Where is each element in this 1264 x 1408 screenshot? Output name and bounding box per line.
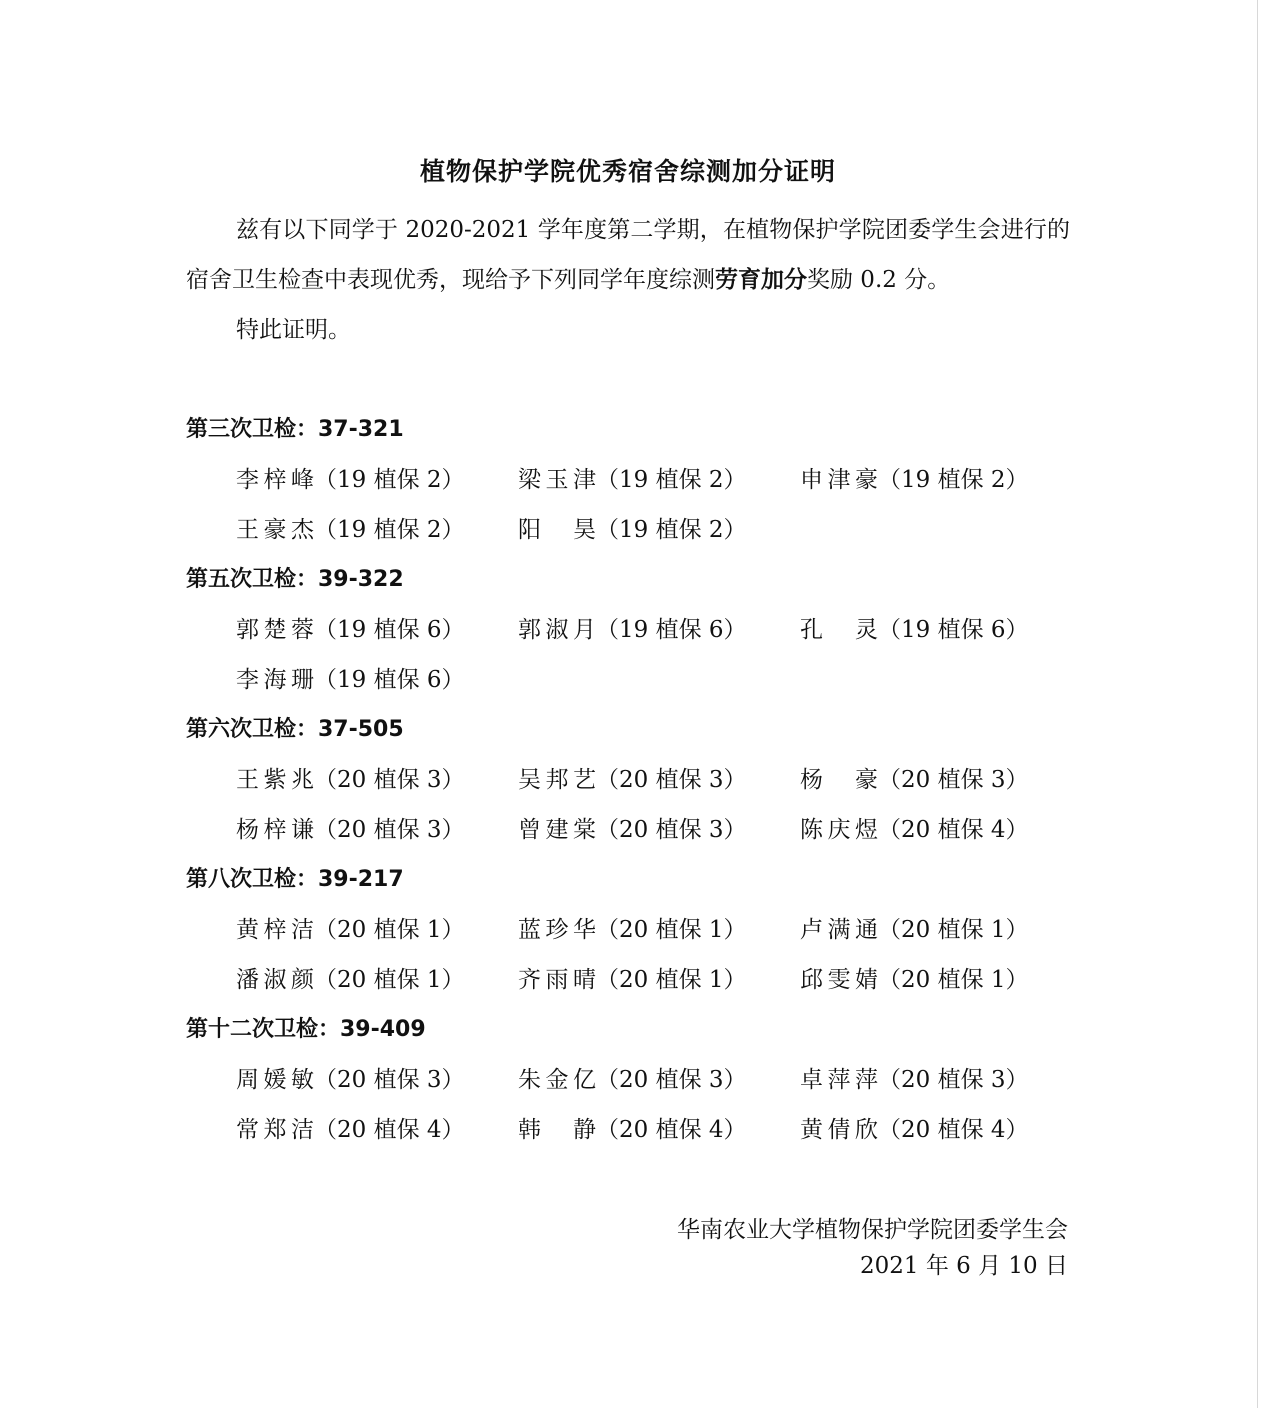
student-class: （19 植保 6） (314, 667, 465, 693)
student-class: （19 植保 2） (314, 467, 465, 493)
student-name: 黄梓洁 (236, 917, 314, 943)
student-class: （20 植保 1） (596, 967, 747, 993)
student-entry (236, 805, 518, 855)
student-name: 卢满通 (800, 917, 878, 943)
student-name: 周媛敏 (236, 1067, 314, 1093)
student-row (186, 505, 1086, 555)
section-heading: 第三次卫检：37-321 (186, 417, 404, 442)
student-entry (236, 505, 518, 555)
student-entry (236, 1055, 518, 1105)
inspection-sections (186, 405, 1086, 1155)
student-class: （20 植保 3） (314, 1067, 465, 1093)
student-entry (800, 455, 1082, 505)
student-name: 蓝珍华 (518, 917, 596, 943)
student-class: （20 植保 4） (878, 1117, 1029, 1143)
student-class: （19 植保 6） (314, 617, 465, 643)
intro-paragraph (186, 205, 1070, 305)
page-edge-divider (1257, 0, 1258, 1408)
student-class: （20 植保 3） (878, 1067, 1029, 1093)
section-heading: 第五次卫检：39-322 (186, 567, 404, 592)
student-class: （20 植保 1） (878, 967, 1029, 993)
student-class: （20 植保 1） (314, 917, 465, 943)
student-name: 王豪杰 (236, 517, 314, 543)
student-class: （20 植保 4） (596, 1117, 747, 1143)
student-entry (800, 1105, 1082, 1155)
student-row (186, 655, 1086, 705)
student-class: （20 植保 3） (314, 767, 465, 793)
student-name: 齐雨晴 (518, 967, 596, 993)
student-entry (518, 1055, 800, 1105)
student-entry (800, 905, 1082, 955)
student-class: （20 植保 4） (878, 817, 1029, 843)
student-class: （20 植保 3） (878, 767, 1029, 793)
student-class: （20 植保 4） (314, 1117, 465, 1143)
student-class: （19 植保 6） (596, 617, 747, 643)
signature-block (677, 1212, 1068, 1284)
student-name: 郭淑月 (518, 617, 596, 643)
student-name: 郭楚蓉 (236, 617, 314, 643)
student-class: （20 植保 1） (314, 967, 465, 993)
student-name: 吴邦艺 (518, 767, 596, 793)
student-name: 申津豪 (800, 467, 878, 493)
student-entry (236, 905, 518, 955)
student-name: 潘淑颜 (236, 967, 314, 993)
student-name: 李海珊 (236, 667, 314, 693)
student-class: （20 植保 1） (878, 917, 1029, 943)
student-row (186, 955, 1086, 1005)
student-class: （20 植保 3） (596, 817, 747, 843)
student-row (186, 905, 1086, 955)
student-name: 韩静 (518, 1117, 596, 1143)
intro-emphasis: 劳育加分 (715, 267, 807, 293)
student-name: 黄倩欣 (800, 1117, 878, 1143)
student-entry (518, 805, 800, 855)
student-name: 陈庆煜 (800, 817, 878, 843)
student-entry (518, 1105, 800, 1155)
intro-text: 兹有以下同学于 2020-2021 学年度第二学期，在植物保护学院团委学生会进行的宿舍卫生检查中表现优秀，现给予下列同学年度综测 (186, 217, 1070, 293)
student-entry (518, 605, 800, 655)
student-row (186, 455, 1086, 505)
student-row (186, 805, 1086, 855)
student-class: （19 植保 2） (314, 517, 465, 543)
student-entry (236, 455, 518, 505)
student-class: （20 植保 3） (314, 817, 465, 843)
student-name: 朱金亿 (518, 1067, 596, 1093)
student-entry (236, 755, 518, 805)
student-class: （20 植保 3） (596, 1067, 747, 1093)
student-entry (236, 655, 518, 705)
student-entry (518, 505, 800, 555)
section-heading: 第十二次卫检：39-409 (186, 1017, 426, 1042)
student-entry (236, 955, 518, 1005)
student-class: （20 植保 3） (596, 767, 747, 793)
student-class: （20 植保 1） (596, 917, 747, 943)
student-class: （19 植保 2） (596, 467, 747, 493)
intro-text-end: 奖励 0.2 分。 (807, 267, 951, 293)
document-title: 植物保护学院优秀宿舍综测加分证明 (419, 157, 836, 186)
student-entry (800, 805, 1082, 855)
student-name: 孔灵 (800, 617, 878, 643)
student-name: 邱雯婧 (800, 967, 878, 993)
student-name: 阳昊 (518, 517, 596, 543)
student-entry (518, 755, 800, 805)
student-name: 梁玉津 (518, 467, 596, 493)
student-name: 常郑洁 (236, 1117, 314, 1143)
student-entry (518, 905, 800, 955)
student-name: 杨豪 (800, 767, 878, 793)
signature-organization: 华南农业大学植物保护学院团委学生会 (677, 1217, 1068, 1243)
student-class: （19 植保 2） (596, 517, 747, 543)
student-name: 王紫兆 (236, 767, 314, 793)
section-heading: 第六次卫检：37-505 (186, 717, 404, 742)
student-row (186, 605, 1086, 655)
student-row (186, 1105, 1086, 1155)
student-entry (236, 1105, 518, 1155)
student-entry (800, 755, 1082, 805)
student-row (186, 755, 1086, 805)
student-name: 李梓峰 (236, 467, 314, 493)
student-entry (800, 605, 1082, 655)
student-entry (800, 955, 1082, 1005)
student-name: 卓萍萍 (800, 1067, 878, 1093)
signature-date: 2021 年 6 月 10 日 (860, 1253, 1068, 1279)
section-heading: 第八次卫检：39-217 (186, 867, 404, 892)
student-name: 曾建棠 (518, 817, 596, 843)
certification-line: 特此证明。 (236, 317, 351, 343)
student-class: （19 植保 6） (878, 617, 1029, 643)
student-entry (518, 955, 800, 1005)
student-entry (800, 1055, 1082, 1105)
student-entry (518, 455, 800, 505)
student-name: 杨梓谦 (236, 817, 314, 843)
student-class: （19 植保 2） (878, 467, 1029, 493)
student-entry (236, 605, 518, 655)
student-row (186, 1055, 1086, 1105)
